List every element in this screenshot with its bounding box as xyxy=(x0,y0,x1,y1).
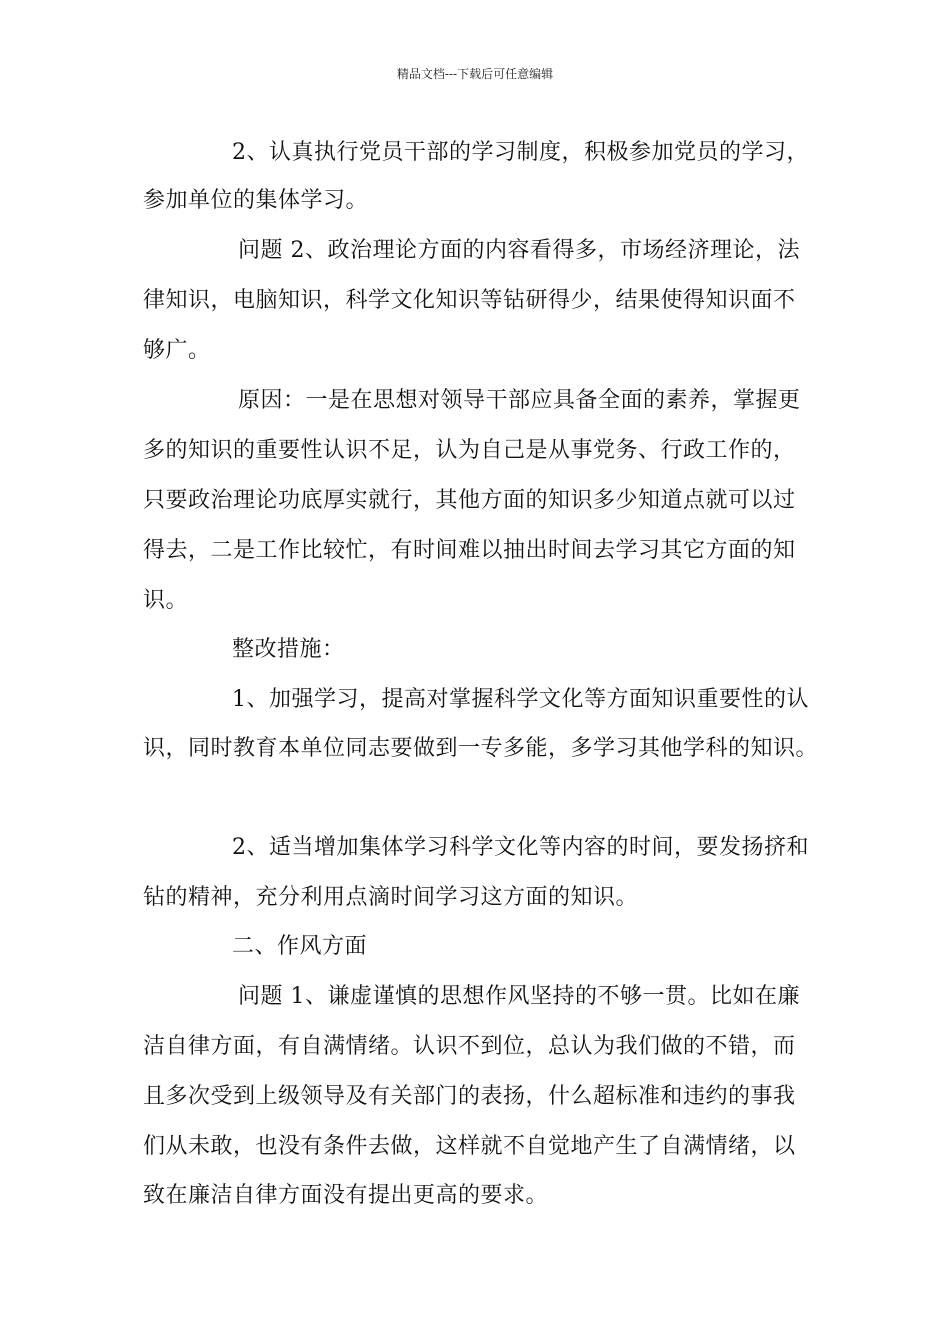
paragraph-line: 参加单位的集体学习。 xyxy=(143,188,369,213)
paragraph-line: 们从未敢，也没有条件去做，这样就不自觉地产生了自满情绪，以 xyxy=(143,1134,796,1159)
paragraph-line: 问题 2、政治理论方面的内容看得多，市场经济理论，法 xyxy=(238,238,800,263)
paragraph-line: 识，同时教育本单位同志要做到一专多能，多学习其他学科的知识。 xyxy=(143,736,819,761)
page-header: 精品文档---下载后可任意编辑 xyxy=(396,67,554,81)
paragraph-line: 2、适当增加集体学习科学文化等内容的时间，要发扬挤和 xyxy=(232,835,809,860)
paragraph-line: 致在廉洁自律方面没有提出更高的要求。 xyxy=(143,1183,549,1208)
paragraph-line: 识。 xyxy=(143,588,189,613)
paragraph-line: 1、加强学习，提高对掌握科学文化等方面知识重要性的认 xyxy=(232,687,809,712)
paragraph-line: 问题 1、谦虚谨慎的思想作风坚持的不够一贯。比如在廉 xyxy=(238,984,800,1009)
paragraph-line: 只要政治理论功底厚实就行，其他方面的知识多少知道点就可以过 xyxy=(143,488,796,513)
paragraph-line: 得去，二是工作比较忙，有时间难以抽出时间去学习其它方面的知 xyxy=(143,538,796,563)
paragraph-line: 2、认真执行党员干部的学习制度，积极参加党员的学习， xyxy=(232,140,809,165)
section-heading: 二、作风方面 xyxy=(232,934,368,959)
paragraph-line: 律知识，电脑知识，科学文化知识等钻研得少，结果使得知识面不 xyxy=(143,288,796,313)
paragraph-line: 多的知识的重要性认识不足，认为自己是从事党务、行政工作的， xyxy=(143,438,796,463)
paragraph-line: 钻的精神，充分利用点滴时间学习这方面的知识。 xyxy=(143,885,639,910)
paragraph-line: 且多次受到上级领导及有关部门的表扬，什么超标准和违约的事我 xyxy=(143,1084,796,1109)
paragraph-line: 够广。 xyxy=(143,338,211,363)
paragraph-line: 洁自律方面，有自满情绪。认识不到位，总认为我们做的不错，而 xyxy=(143,1034,796,1059)
paragraph-line: 原因：一是在思想对领导干部应具备全面的素养，掌握更 xyxy=(238,388,801,413)
section-heading: 整改措施： xyxy=(232,637,345,662)
